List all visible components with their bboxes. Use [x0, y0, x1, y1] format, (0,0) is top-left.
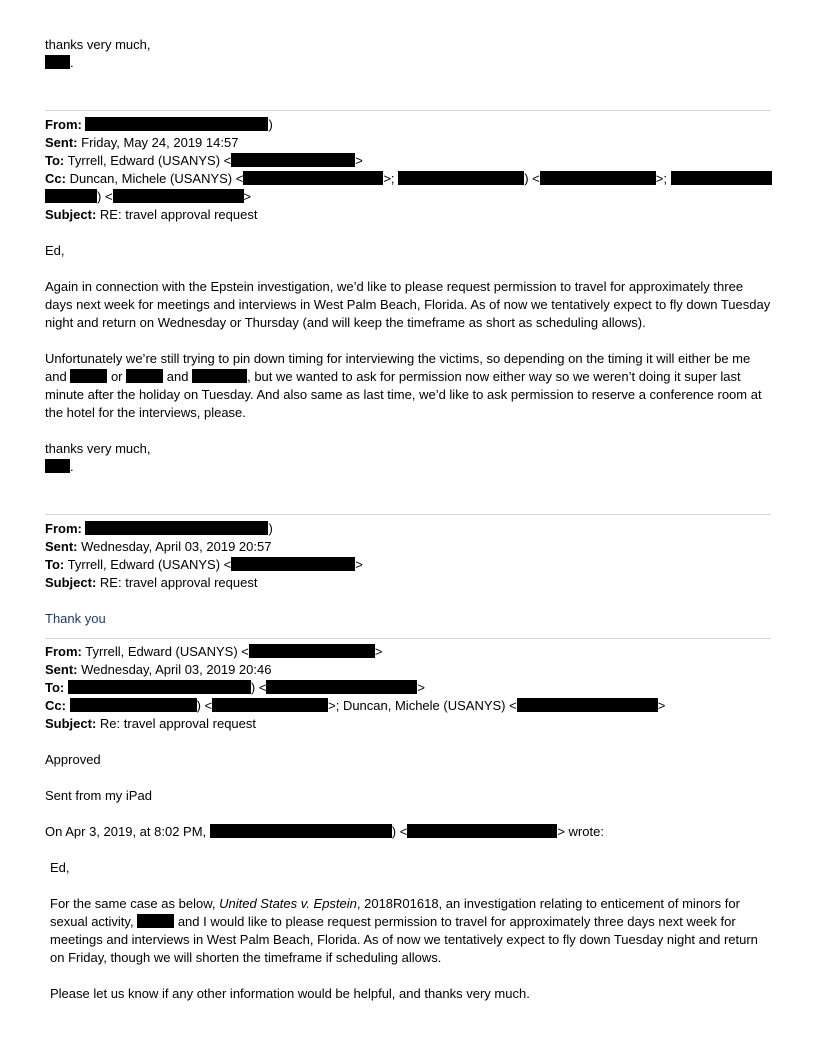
redaction-block: [85, 521, 268, 535]
email-header: [45, 520, 771, 592]
redaction-block: [126, 369, 163, 383]
email-paragraph: Unfortunately we’re still trying to pin down timing for interviewing the victims, so depending on the timing it will either be me and or and , but we wanted to ask for permission now either way so we weren’t doing it super last minute after the holiday on Tuesday. And also same as last time, we’d like to ask permission to reserve a conference room at the hotel for the interviews, please.: [45, 351, 762, 420]
sent-line: Sent: Friday, May 24, 2019 14:57: [45, 135, 239, 150]
email-divider: [45, 110, 771, 111]
redaction-block: [266, 680, 417, 694]
redaction-block: [45, 459, 70, 473]
redaction-block: [45, 55, 70, 69]
email-greeting: Ed,: [50, 860, 70, 875]
redaction-block: [137, 914, 174, 928]
redaction-block: [85, 117, 268, 131]
redaction-block: [398, 171, 524, 185]
quoted-message: [45, 841, 771, 1003]
to-line: To: Tyrrell, Edward (USANYS) < >: [45, 557, 363, 572]
closing-thanks: thanks very much,: [45, 441, 151, 456]
email-header: [45, 116, 771, 224]
email-thread: [45, 36, 771, 1003]
from-line: From: Tyrrell, Edward (USANYS) < >: [45, 644, 383, 659]
email-body: Thank you: [45, 611, 106, 626]
redaction-block: [517, 698, 658, 712]
redaction-block: [68, 680, 251, 694]
email-header: [45, 643, 771, 733]
redaction-block: [671, 171, 772, 185]
email-divider: [45, 514, 771, 515]
email-paragraph: Please let us know if any other information would be helpful, and thanks very much.: [50, 986, 530, 1001]
redaction-block: [540, 171, 656, 185]
email-divider: [45, 638, 771, 639]
closing-signature: .: [45, 54, 771, 72]
redaction-block: [70, 698, 197, 712]
closing-signature: .: [45, 458, 771, 476]
redaction-block: [113, 189, 244, 203]
subject-line: Subject: Re: travel approval request: [45, 716, 257, 731]
redaction-block: [249, 644, 375, 658]
redaction-block: [212, 698, 328, 712]
from-line: From: ): [45, 521, 273, 536]
to-line: To: ) < >: [45, 680, 426, 695]
redaction-block: [231, 153, 355, 167]
redaction-block: [45, 189, 97, 203]
subject-line: Subject: RE: travel approval request: [45, 575, 258, 590]
email-signature: Sent from my iPad: [45, 788, 152, 803]
quote-intro: On Apr 3, 2019, at 8:02 PM, ) < > wrote:: [45, 824, 604, 839]
cc-line-continued: ) < >: [45, 188, 771, 206]
redaction-block: [192, 369, 247, 383]
email-paragraph: Again in connection with the Epstein investigation, we’d like to please request permission to travel for approximately three days next week for meetings and interviews in West Palm Beach, Florida. As of now we tentatively expect to fly down Tuesday night and return on Wednesday or Thursday (and will keep the timeframe as short as scheduling allows).: [45, 279, 771, 330]
redaction-block: [70, 369, 107, 383]
from-line: From: ): [45, 117, 273, 132]
email-paragraph: For the same case as below, United States v. Epstein, 2018R01618, an investigation relating to enticement of minors for sexual activity, and I would like to please request permission to travel for approximately three days next week for meetings and interviews in West Palm Beach, Florida. As of now we tentatively expect to fly down Tuesday night and return on Friday, though we will shorten the timeframe if scheduling allows.: [50, 896, 758, 965]
sent-line: Sent: Wednesday, April 03, 2019 20:57: [45, 539, 272, 554]
email-body: Approved: [45, 752, 101, 767]
sent-line: Sent: Wednesday, April 03, 2019 20:46: [45, 662, 272, 677]
redaction-block: [243, 171, 383, 185]
cc-line: Cc: ) < >; Duncan, Michele (USANYS) < >: [45, 698, 666, 713]
redaction-block: [231, 557, 355, 571]
email-greeting: Ed,: [45, 243, 65, 258]
closing-thanks: thanks very much,: [45, 37, 151, 52]
cc-line: Cc: Duncan, Michele (USANYS) < >; ) < >;: [45, 170, 771, 188]
redaction-block: [210, 824, 392, 838]
to-line: To: Tyrrell, Edward (USANYS) < >: [45, 153, 363, 168]
redaction-block: [407, 824, 557, 838]
subject-line: Subject: RE: travel approval request: [45, 207, 258, 222]
